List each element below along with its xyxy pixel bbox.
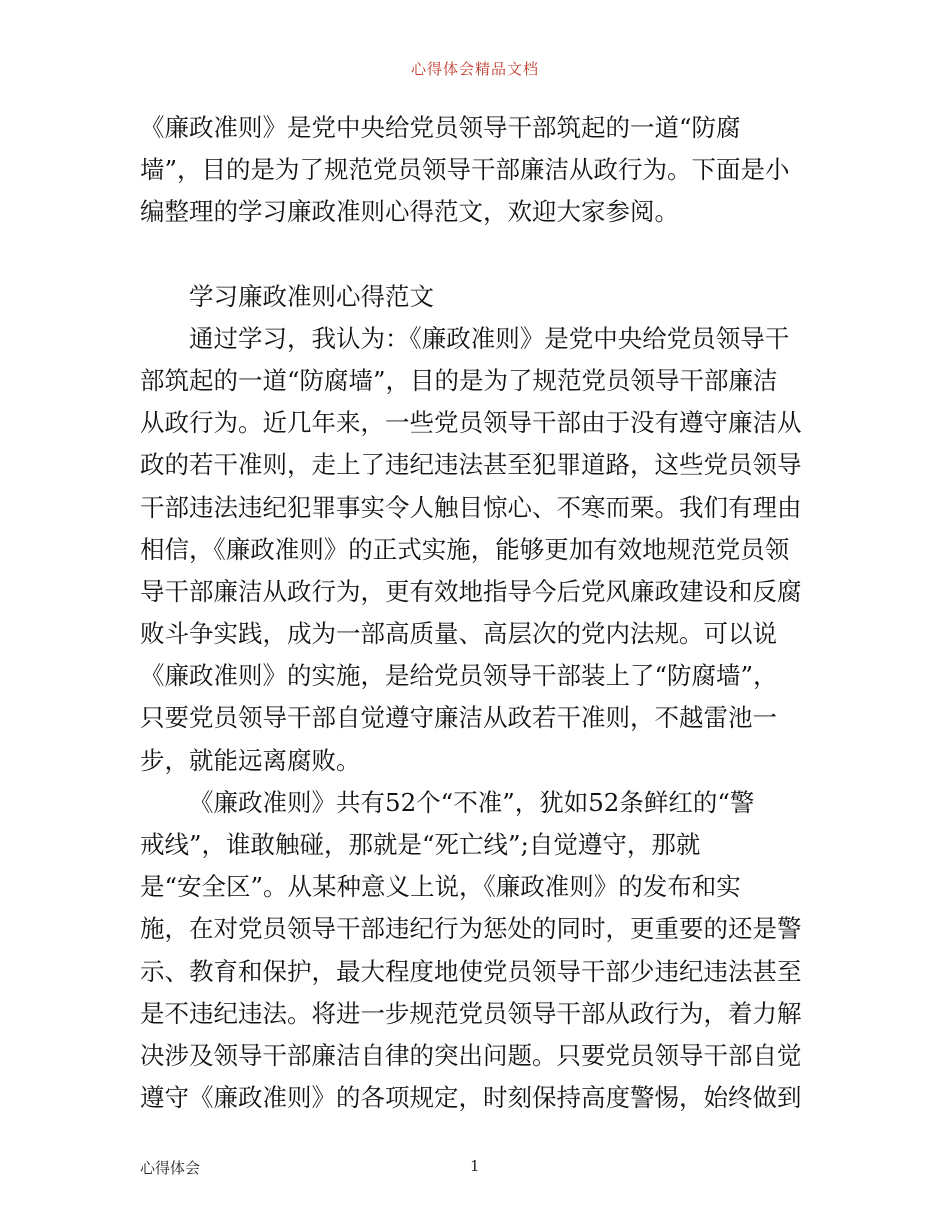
- paragraph-1-line: 《廉政准则》的实施，是给党员领导干部装上了“防腐墙”，: [140, 661, 778, 691]
- paragraph-1-line: 导干部廉洁从政行为，更有效地指导今后党风廉政建设和反腐: [140, 576, 802, 606]
- document-body: [140, 107, 814, 1119]
- intro-line: 编整理的学习廉政准则心得范文，欢迎大家参阅。: [140, 197, 679, 227]
- paragraph-2-line: 是不违纪违法。将进一步规范党员领导干部从政行为，着力解: [140, 998, 802, 1028]
- paragraph-2-line: 《廉政准则》共有52个“不准”，犹如52条鲜红的“警: [189, 787, 755, 817]
- page-footer-label: 心得体会: [140, 1159, 201, 1177]
- paragraph-1-line: 败斗争实践，成为一部高质量、高层次的党内法规。可以说: [140, 619, 777, 649]
- paragraph-1-line: 从政行为。近几年来，一些党员领导干部由于没有遵守廉洁从: [140, 408, 802, 438]
- page-number: 1: [470, 1157, 480, 1175]
- paragraph-2-line: 是“安全区”。从某种意义上说，《廉政准则》的发布和实: [140, 872, 741, 902]
- intro-line: 《廉政准则》是党中央给党员领导干部筑起的一道“防腐: [140, 113, 741, 142]
- paragraph-1-line: 部筑起的一道“防腐墙”，目的是为了规范党员领导干部廉洁: [140, 365, 778, 395]
- paragraph-2-line: 戒线”，谁敢触碰，那就是“死亡线”;自觉遵守，那就: [140, 830, 701, 859]
- paragraph-1-line: 干部违法违纪犯罪事实令人触目惊心、不寒而栗。我们有理由: [140, 492, 802, 522]
- paragraph-spacer: [140, 234, 814, 276]
- paragraph-2-line: 示、教育和保护，最大程度地使党员领导干部少违纪违法甚至: [140, 956, 802, 986]
- page-header-title: 心得体会精品文档: [410, 60, 539, 78]
- paragraph-1-line: 政的若干准则，走上了违纪违法甚至犯罪道路，这些党员领导: [140, 450, 802, 480]
- paragraph-1-line: 通过学习，我认为：《廉政准则》是党中央给党员领导干: [189, 323, 790, 353]
- paragraph-2-line: 施，在对党员领导干部违纪行为惩处的同时，更重要的还是警: [140, 914, 802, 944]
- section-title: 学习廉政准则心得范文: [189, 281, 434, 311]
- paragraph-1-line: 相信，《廉政准则》的正式实施，能够更加有效地规范党员领: [140, 534, 790, 564]
- intro-line: 墙”，目的是为了规范党员领导干部廉洁从政行为。下面是小: [140, 155, 790, 185]
- paragraph-2-line: 遵守《廉政准则》的各项规定，时刻保持高度警惕，始终做到: [140, 1083, 802, 1113]
- paragraph-1-line: 步，就能远离腐败。: [140, 745, 361, 775]
- paragraph-1-line: 只要党员领导干部自觉遵守廉洁从政若干准则，不越雷池一: [140, 703, 777, 733]
- paragraph-2-line: 决涉及领导干部廉洁自律的突出问题。只要党员领导干部自觉: [140, 1040, 802, 1070]
